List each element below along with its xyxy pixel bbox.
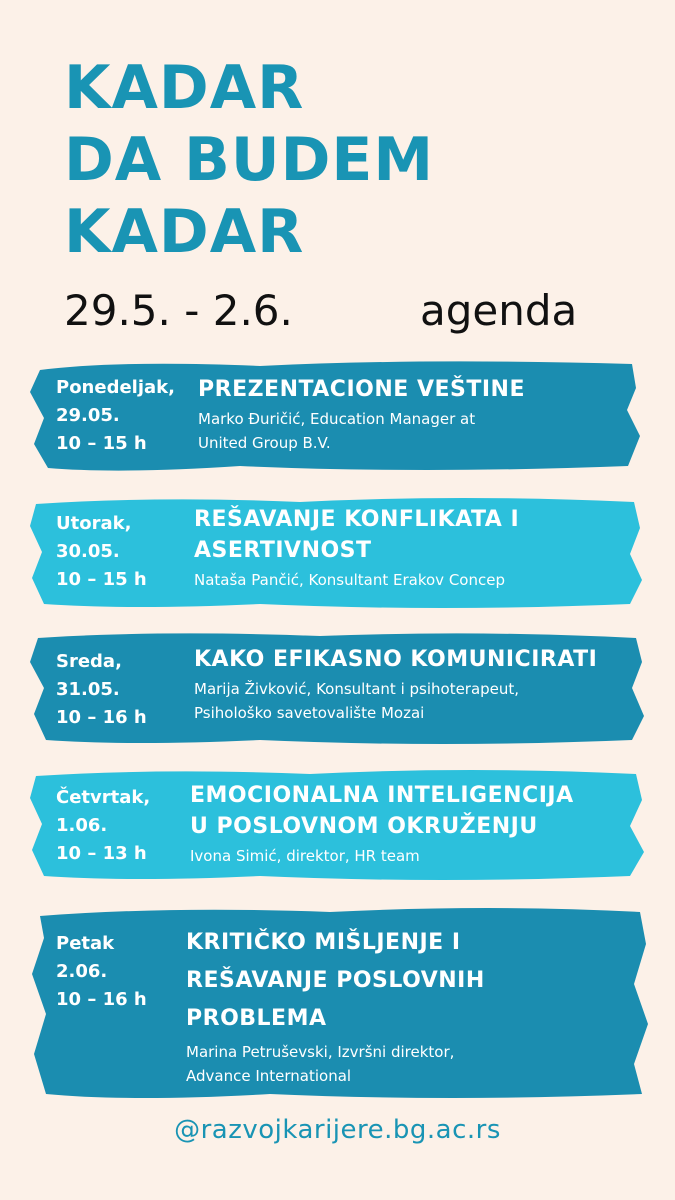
title-line-1: KADAR bbox=[64, 53, 305, 123]
session-title: KAKO EFIKASNO KOMUNICIRATI bbox=[194, 647, 598, 672]
session-day: Utorak, 30.05. 10 – 15 h bbox=[56, 513, 147, 590]
session-speaker: Ivona Simić, direktor, HR team bbox=[190, 847, 420, 865]
event-title bbox=[64, 52, 434, 268]
session-info bbox=[186, 924, 485, 1088]
session-card bbox=[0, 904, 675, 1104]
session-title: EMOCIONALNA INTELIGENCIJA U POSLOVNOM OKRUŽENJU bbox=[190, 783, 574, 839]
event-dates: 29.5. - 2.6. bbox=[64, 286, 293, 335]
session-day: Petak 2.06. 10 – 16 h bbox=[56, 933, 147, 1010]
session-day: Sreda, 31.05. 10 – 16 h bbox=[56, 651, 147, 728]
session-card bbox=[0, 766, 675, 884]
session-info bbox=[190, 780, 574, 868]
session-card bbox=[0, 358, 675, 476]
session-info bbox=[194, 504, 519, 592]
session-info bbox=[194, 644, 597, 725]
session-speaker: Marija Živković, Konsultant i psihoterapeut, Psihološko savetovalište Mozai bbox=[194, 680, 520, 722]
session-card bbox=[0, 630, 675, 748]
session-title: REŠAVANJE KONFLIKATA I ASERTIVNOST bbox=[194, 507, 520, 563]
agenda-label: agenda bbox=[420, 286, 578, 335]
session-title: PREZENTACIONE VEŠTINE bbox=[198, 377, 525, 402]
session-speaker: Marina Petruševski, Izvršni direktor, Advance International bbox=[186, 1043, 455, 1085]
session-speaker: Marko Đuričić, Education Manager at United Group B.V. bbox=[198, 410, 476, 452]
session-title: KRITIČKO MIŠLJENJE I REŠAVANJE POSLOVNIH PROBLEMA bbox=[186, 930, 485, 1031]
social-handle: @razvojkarijere.bg.ac.rs bbox=[174, 1115, 501, 1145]
session-card bbox=[0, 494, 675, 612]
session-speaker: Nataša Pančić, Konsultant Erakov Concep bbox=[194, 571, 505, 589]
session-info bbox=[198, 374, 525, 455]
session-day: Četvrtak, 1.06. 10 – 13 h bbox=[56, 787, 151, 864]
title-line-3: KADAR bbox=[64, 197, 305, 267]
session-day: Ponedeljak, 29.05. 10 – 15 h bbox=[56, 377, 175, 454]
title-line-2: DA BUDEM bbox=[64, 125, 435, 195]
